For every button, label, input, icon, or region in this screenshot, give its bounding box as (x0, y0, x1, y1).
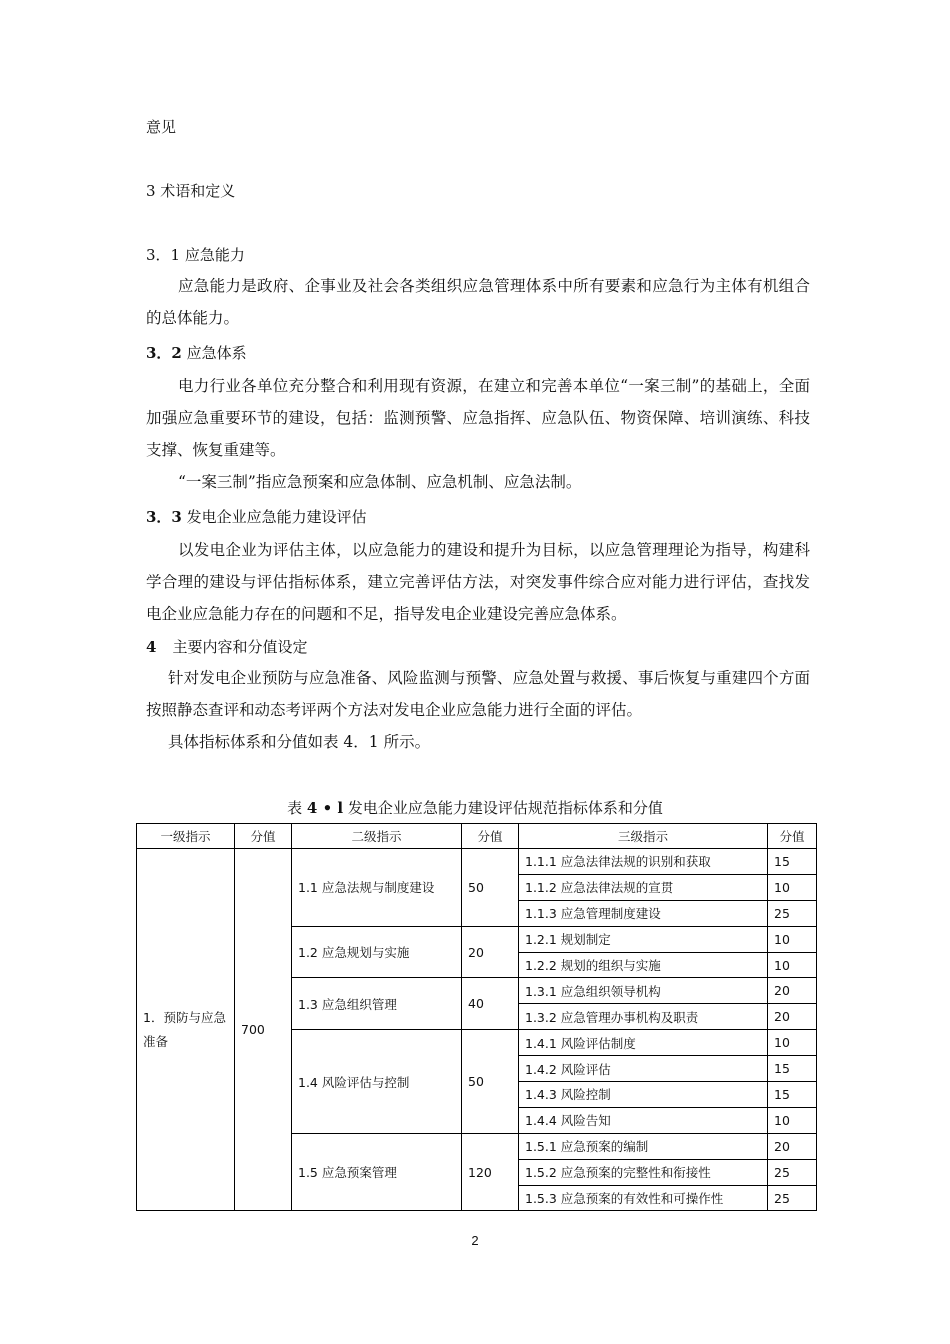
level3-score: 15 (768, 849, 817, 875)
header-score-3: 分值 (768, 824, 817, 849)
level3-name: 1.5.3 应急预案的有效性和可操作性 (519, 1185, 768, 1211)
section-4-heading (146, 637, 307, 657)
text-opinion: 意见 (146, 118, 177, 136)
level3-score: 25 (768, 900, 817, 926)
section-3-3-heading (146, 507, 367, 527)
header-score-1: 分值 (235, 824, 292, 849)
level3-score: 20 (768, 1004, 817, 1030)
section-3-2-number: 3．2 (146, 344, 182, 362)
level3-name: 1.5.2 应急预案的完整性和衔接性 (519, 1159, 768, 1185)
section-3-1-heading: 3．1 应急能力 (146, 246, 245, 264)
level2-name: 1.3 应急组织管理 (292, 978, 462, 1030)
header-level2: 二级指示 (292, 824, 462, 849)
level3-name: 1.1.1 应急法律法规的识别和获取 (519, 849, 768, 875)
section-3-2-title: 应急体系 (181, 344, 247, 362)
level3-name: 1.4.1 风险评估制度 (519, 1030, 768, 1056)
level3-name: 1.5.1 应急预案的编制 (519, 1133, 768, 1159)
header-level3: 三级指示 (519, 824, 768, 849)
level3-score: 10 (768, 952, 817, 978)
table-caption-title: 发电企业应急能力建设评估规范指标体系和分值 (343, 799, 663, 817)
section-4-title: 主要内容和分值设定 (172, 638, 308, 656)
level3-score: 10 (768, 1030, 817, 1056)
level1-name: 1．预防与应急准备 (137, 849, 235, 1211)
page-number: 2 (471, 1233, 479, 1248)
indicator-table (136, 823, 817, 1211)
level3-score: 10 (768, 926, 817, 952)
level2-score: 120 (462, 1133, 519, 1211)
table-caption-number: 4 • l (306, 799, 344, 817)
level3-name: 1.4.4 风险告知 (519, 1107, 768, 1133)
level3-name: 1.1.2 应急法律法规的宣贯 (519, 874, 768, 900)
level2-name: 1.1 应急法规与制度建设 (292, 849, 462, 927)
paragraph-3-3: 以发电企业为评估主体，以应急能力的建设和提升为目标，以应急管理理论为指导，构建科学合理的建设与评估指标体系，建立完善评估方法，对突发事件综合应对能力进行评估，查找发电企业应急能力存在的问题和不足，指导发电企业建设完善应急体系。 (146, 541, 810, 623)
level3-score: 25 (768, 1185, 817, 1211)
level3-score: 10 (768, 874, 817, 900)
level3-name: 1.3.2 应急管理办事机构及职责 (519, 1004, 768, 1030)
section-3-3-title: 发电企业应急能力建设评估 (181, 508, 367, 526)
paragraph-3-2-b: “一案三制”指应急预案和应急体制、应急机制、应急法制。 (178, 473, 582, 491)
paragraph-3-2-a: 电力行业各单位充分整合和利用现有资源，在建立和完善本单位“一案三制”的基础上，全面加强应急重要环节的建设，包括：监测预警、应急指挥、应急队伍、物资保障、培训演练、科技支撑、恢复重建等。 (146, 377, 810, 459)
level3-name: 1.2.2 规划的组织与实施 (519, 952, 768, 978)
level3-name: 1.3.1 应急组织领导机构 (519, 978, 768, 1004)
table-caption-prefix: 表 (287, 799, 307, 817)
level3-score: 20 (768, 1133, 817, 1159)
level3-name: 1.1.3 应急管理制度建设 (519, 900, 768, 926)
table-row (137, 849, 817, 875)
level2-name: 1.2 应急规划与实施 (292, 926, 462, 978)
level2-score: 50 (462, 1030, 519, 1134)
table-caption (0, 798, 950, 818)
level2-score: 50 (462, 849, 519, 927)
level1-score: 700 (235, 849, 292, 1211)
level2-score: 40 (462, 978, 519, 1030)
level2-name: 1.4 风险评估与控制 (292, 1030, 462, 1134)
level3-score: 25 (768, 1159, 817, 1185)
section-3-2-heading (146, 343, 247, 363)
paragraph-4-a: 针对发电企业预防与应急准备、风险监测与预警、应急处置与救援、事后恢复与重建四个方面按照静态查评和动态考评两个方法对发电企业应急能力进行全面的评估。 (146, 669, 810, 719)
level3-name: 1.4.3 风险控制 (519, 1082, 768, 1108)
level3-score: 10 (768, 1107, 817, 1133)
level2-name: 1.5 应急预案管理 (292, 1133, 462, 1211)
level3-name: 1.4.2 风险评估 (519, 1056, 768, 1082)
section-3-heading: 3 术语和定义 (146, 182, 236, 200)
section-3-3-number: 3．3 (146, 508, 182, 526)
header-level1: 一级指示 (137, 824, 235, 849)
level3-score: 15 (768, 1082, 817, 1108)
table-header-row (137, 824, 817, 849)
header-score-2: 分值 (462, 824, 519, 849)
level3-name: 1.2.1 规划制定 (519, 926, 768, 952)
level3-score: 20 (768, 978, 817, 1004)
level2-score: 20 (462, 926, 519, 978)
section-4-number: 4 (146, 638, 157, 656)
paragraph-3-1: 应急能力是政府、企事业及社会各类组织应急管理体系中所有要素和应急行为主体有机组合的总体能力。 (146, 277, 810, 327)
paragraph-4-b: 具体指标体系和分值如表 4．1 所示。 (168, 733, 431, 751)
level3-score: 15 (768, 1056, 817, 1082)
